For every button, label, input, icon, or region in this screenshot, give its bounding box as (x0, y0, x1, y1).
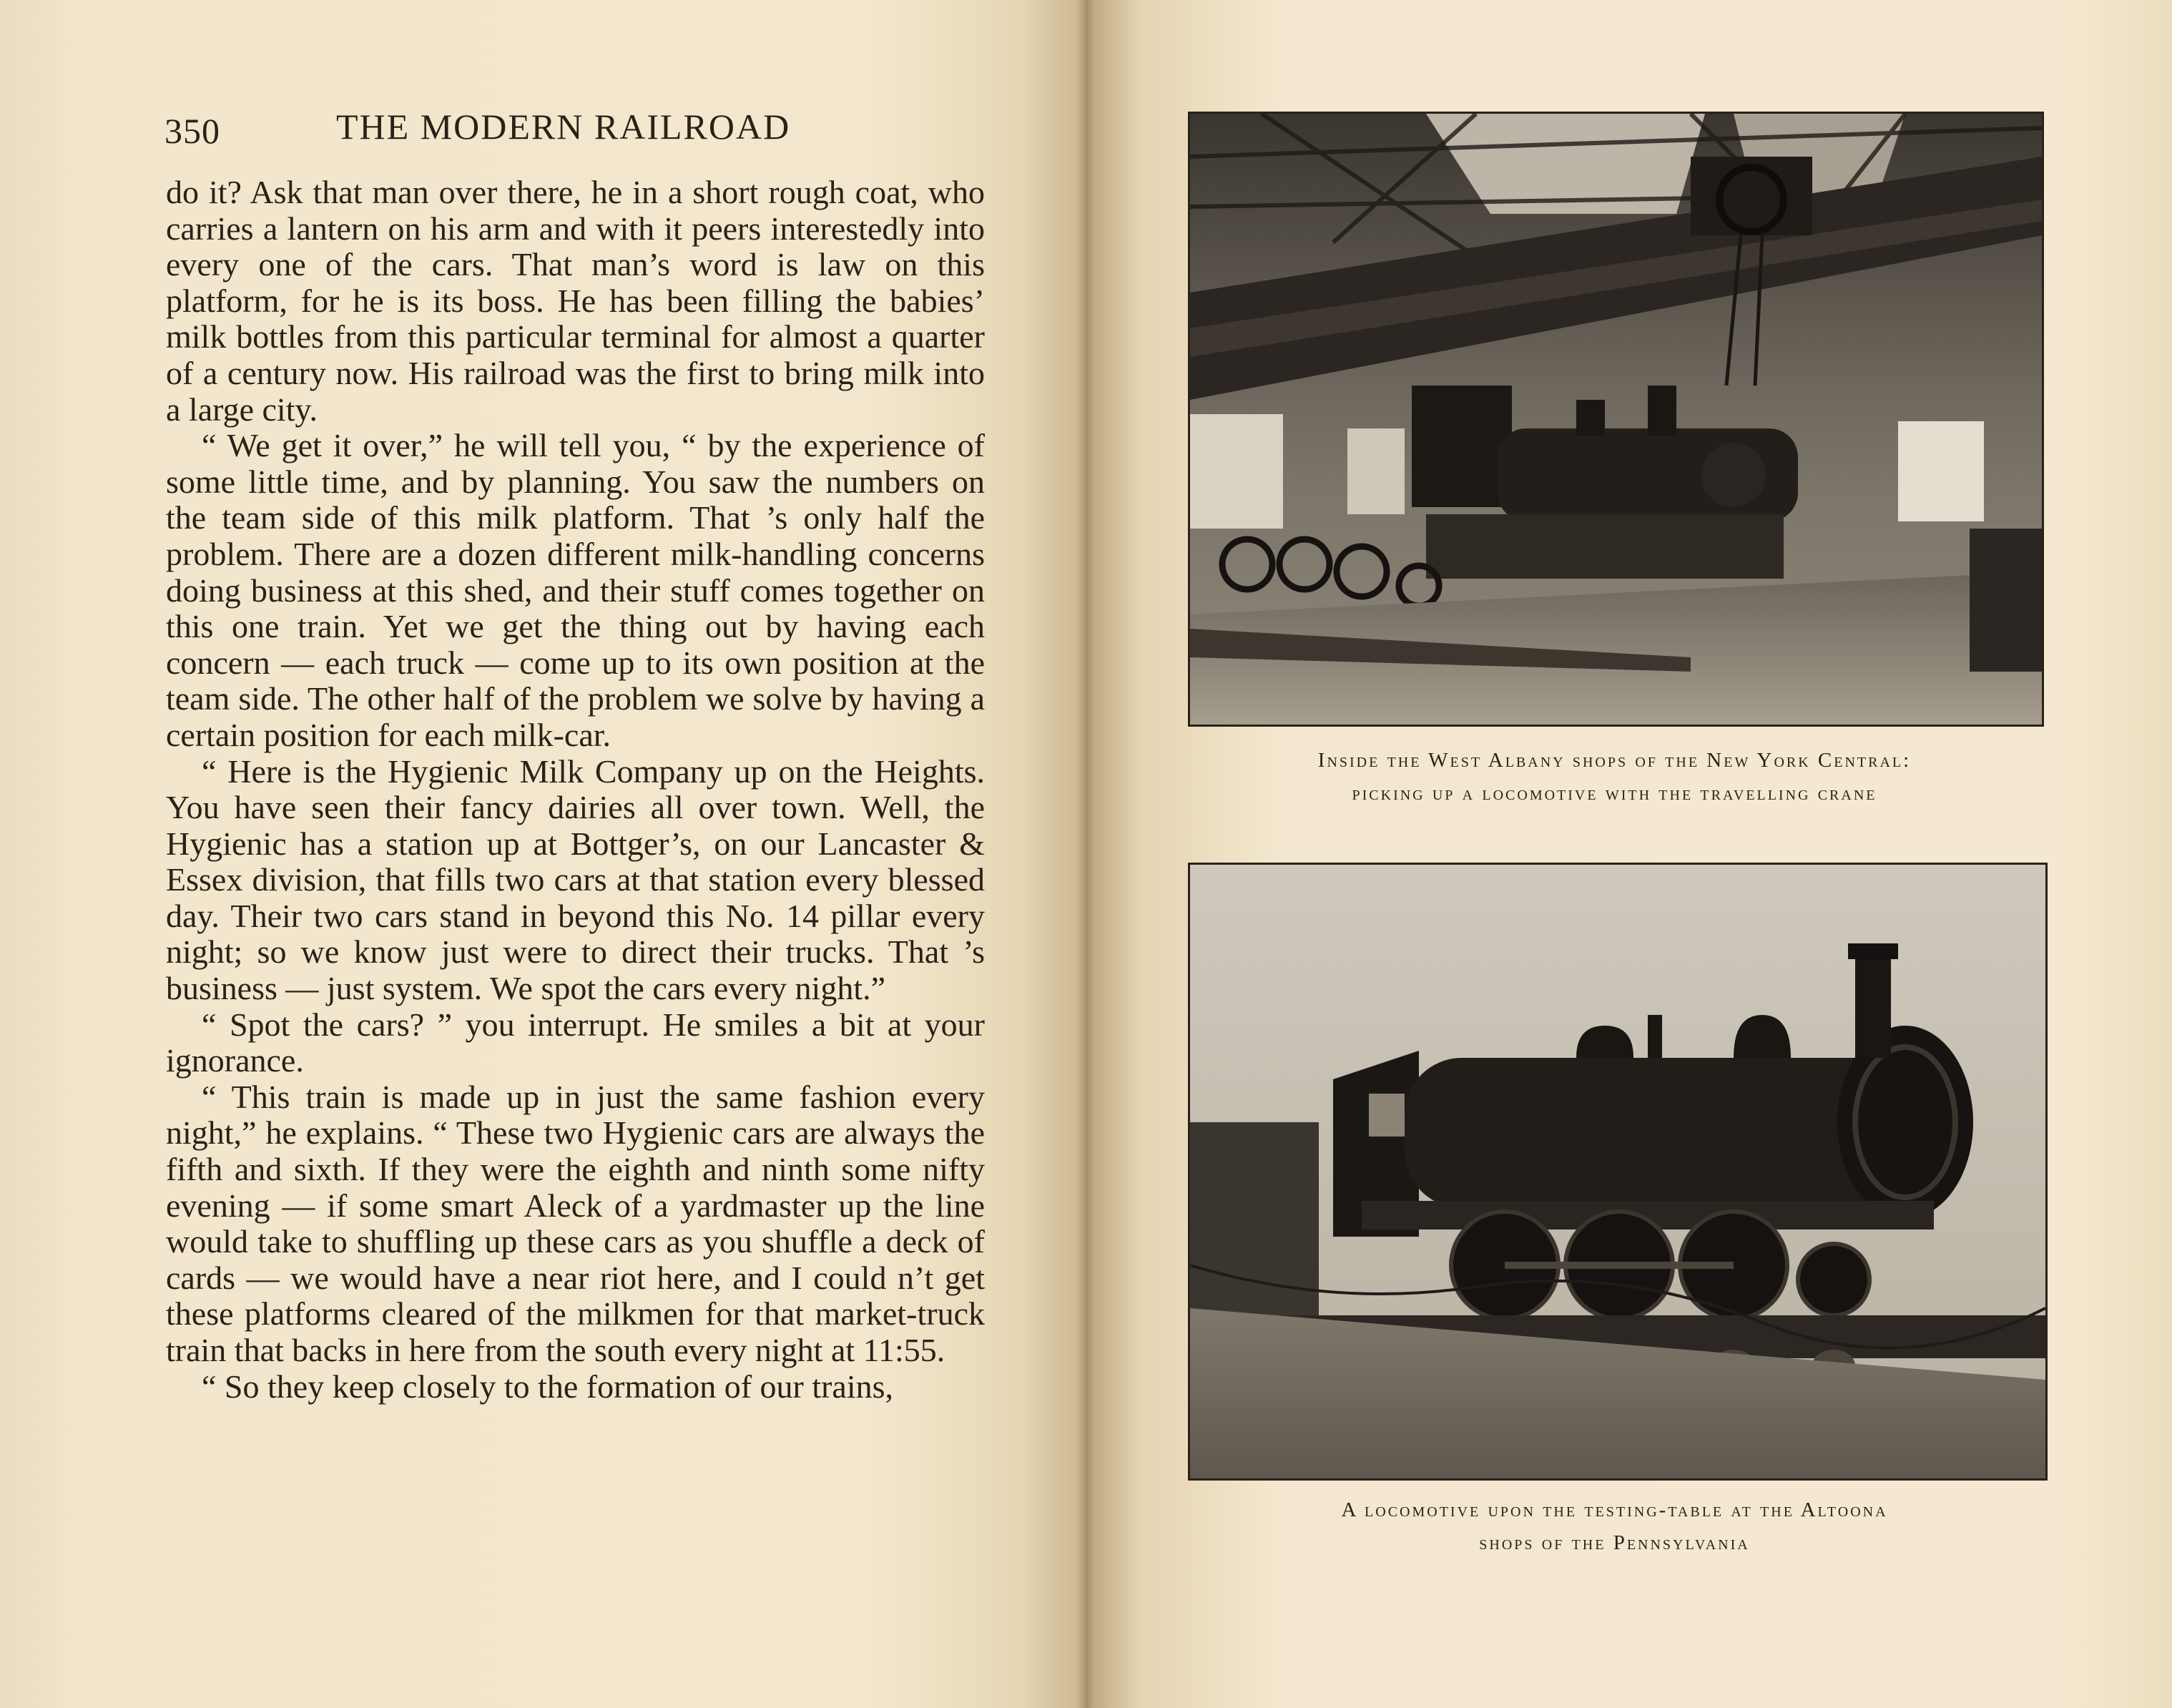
page-number: 350 (164, 111, 220, 151)
caption-line: picking up a locomotive with the travelling crane (1352, 782, 1877, 805)
photo-crane-locomotive-image (1190, 114, 2042, 725)
photo-locomotive-testing-table-image (1190, 865, 2045, 1478)
paragraph: “ We get it over,” he will tell you, “ by the experience of some little time, and by planning. You saw the numbers on the team side of this milk platform. That ’s only half the problem. There are a dozen different milk-handling concerns doing business at this shed, and their stuff comes together on this one train. Yet we get the thing out by having each concern — each truck — come up to its own position at the team side. The other half of the problem we solve by having a certain position for each milk-car. (166, 427, 985, 753)
paragraph: “ So they keep closely to the formation of our trains, (202, 1368, 894, 1405)
caption-line: A locomotive upon the testing-table at the Altoona (1341, 1498, 1888, 1521)
book-gutter (1077, 0, 1094, 1708)
caption-figure-2 (1173, 1493, 2056, 1559)
paragraph: “ Here is the Hygienic Milk Company up on the Heights. You have seen their fancy dairies all over town. Well, the Hygienic has a station up at Bottger’s, on our Lancaster & Essex division, that fills two cars at that station every blessed day. Their two cars stand in beyond this No. 14 pillar every night; so we know just were to direct their trucks. That ’s business — just system. We spot the cars every night.” (166, 752, 985, 1007)
body-text (166, 175, 985, 1405)
running-title: THE MODERN RAILROAD (336, 107, 791, 147)
paragraph: do it? Ask that man over there, he in a short rough coat, who carries a lantern on his arm and with it peers interestedly into every one of the cars. That man’s word is law on this platform, for he is its boss. He has been filling the babies’ milk bottles from this particular terminal for almost a quarter of a century now. His railroad was the first to bring milk into a large city. (166, 174, 985, 428)
photo-crane-locomotive (1188, 112, 2044, 727)
running-head (164, 106, 987, 149)
paragraph: “ Spot the cars? ” you interrupt. He smiles a bit at your ignorance. (166, 1006, 985, 1079)
paragraph: “ This train is made up in just the same fashion every night,” he explains. “ These two Hygienic cars are always the fifth and sixth. If they were the eighth and ninth some nifty evening — if some smart Aleck of a yardmaster up the line would take to shuffling up these cars as you shuffle a deck of cards — we would have a near riot here, and I could n’t get these platforms cleared of the milkmen for that market-truck train that backs in here from the south every night at 11:55. (166, 1078, 985, 1368)
photo-locomotive-testing-table (1188, 863, 2048, 1481)
caption-line: Inside the West Albany shops of the New York Central: (1317, 749, 1912, 772)
caption-line: shops of the Pennsylvania (1479, 1531, 1750, 1554)
caption-figure-1 (1173, 744, 2056, 810)
